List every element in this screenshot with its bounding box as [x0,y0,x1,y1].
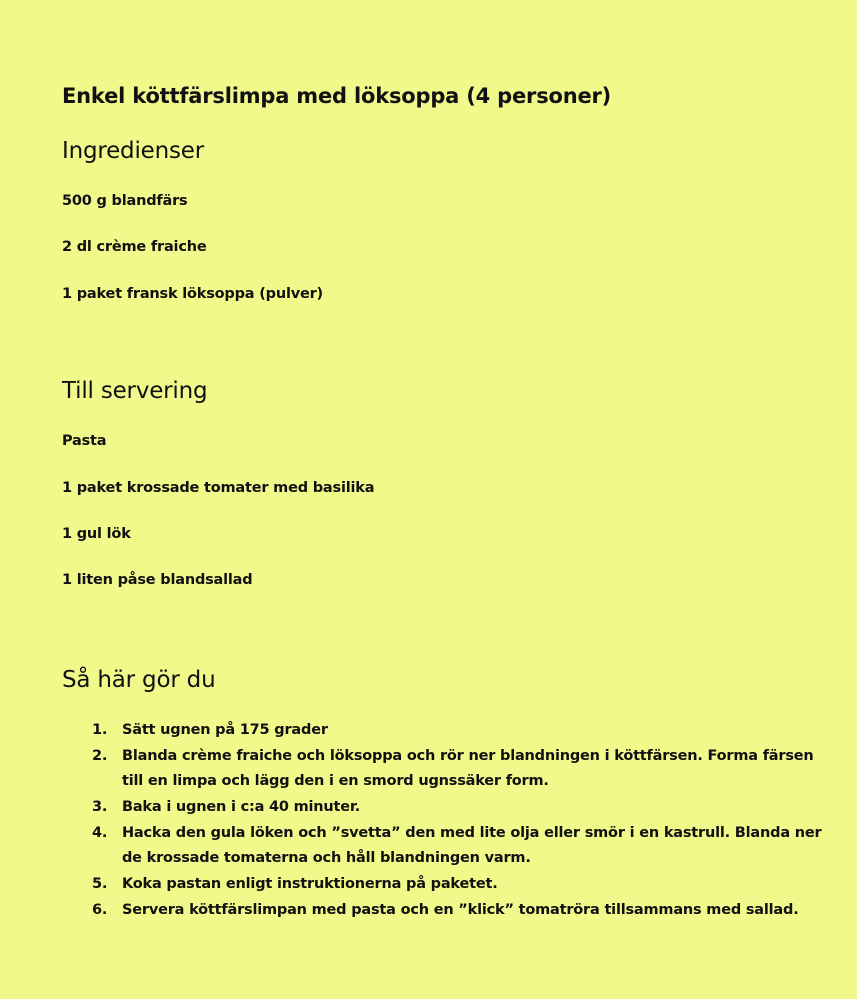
ingredient-item: 500 g blandfärs [62,193,188,209]
step-number: 3. [92,799,108,815]
step-number: 4. [92,825,108,841]
step-text: Koka pastan enligt instruktionerna på paketet. [122,876,498,892]
step-number: 1. [92,722,108,738]
method-step [92,821,832,871]
serving-item: 1 liten påse blandsallad [62,572,253,588]
method-heading: Så här gör du [62,667,216,693]
method-step [92,872,832,897]
serving-item: Pasta [62,433,107,449]
step-number: 5. [92,876,108,892]
step-text: Hacka den gula löken och ”svetta” den med lite olja eller smör i en kastrull. Blanda ner de krossade tomaterna och håll blandningen varm. [122,825,822,866]
step-number: 6. [92,902,108,918]
method-step [92,898,832,923]
serving-item: 1 gul lök [62,526,131,542]
step-text: Sätt ugnen på 175 grader [122,722,328,738]
serving-heading: Till servering [62,378,208,404]
ingredient-item: 1 paket fransk löksoppa (pulver) [62,286,323,302]
method-step [92,795,832,820]
method-step [92,718,832,743]
method-step [92,744,832,794]
step-text: Blanda crème fraiche och löksoppa och rör ner blandningen i köttfärsen. Forma färsen till en limpa och lägg den i en smord ugnssäker form. [122,748,814,789]
method-steps-list [92,718,832,924]
step-text: Baka i ugnen i c:a 40 minuter. [122,799,361,815]
serving-item: 1 paket krossade tomater med basilika [62,480,375,496]
ingredient-item: 2 dl crème fraiche [62,239,207,255]
recipe-title: Enkel köttfärslimpa med löksoppa (4 personer) [62,84,612,108]
step-text: Servera köttfärslimpan med pasta och en ”klick” tomatröra tillsammans med sallad. [122,902,799,918]
ingredients-heading: Ingredienser [62,138,204,164]
step-number: 2. [92,748,108,764]
